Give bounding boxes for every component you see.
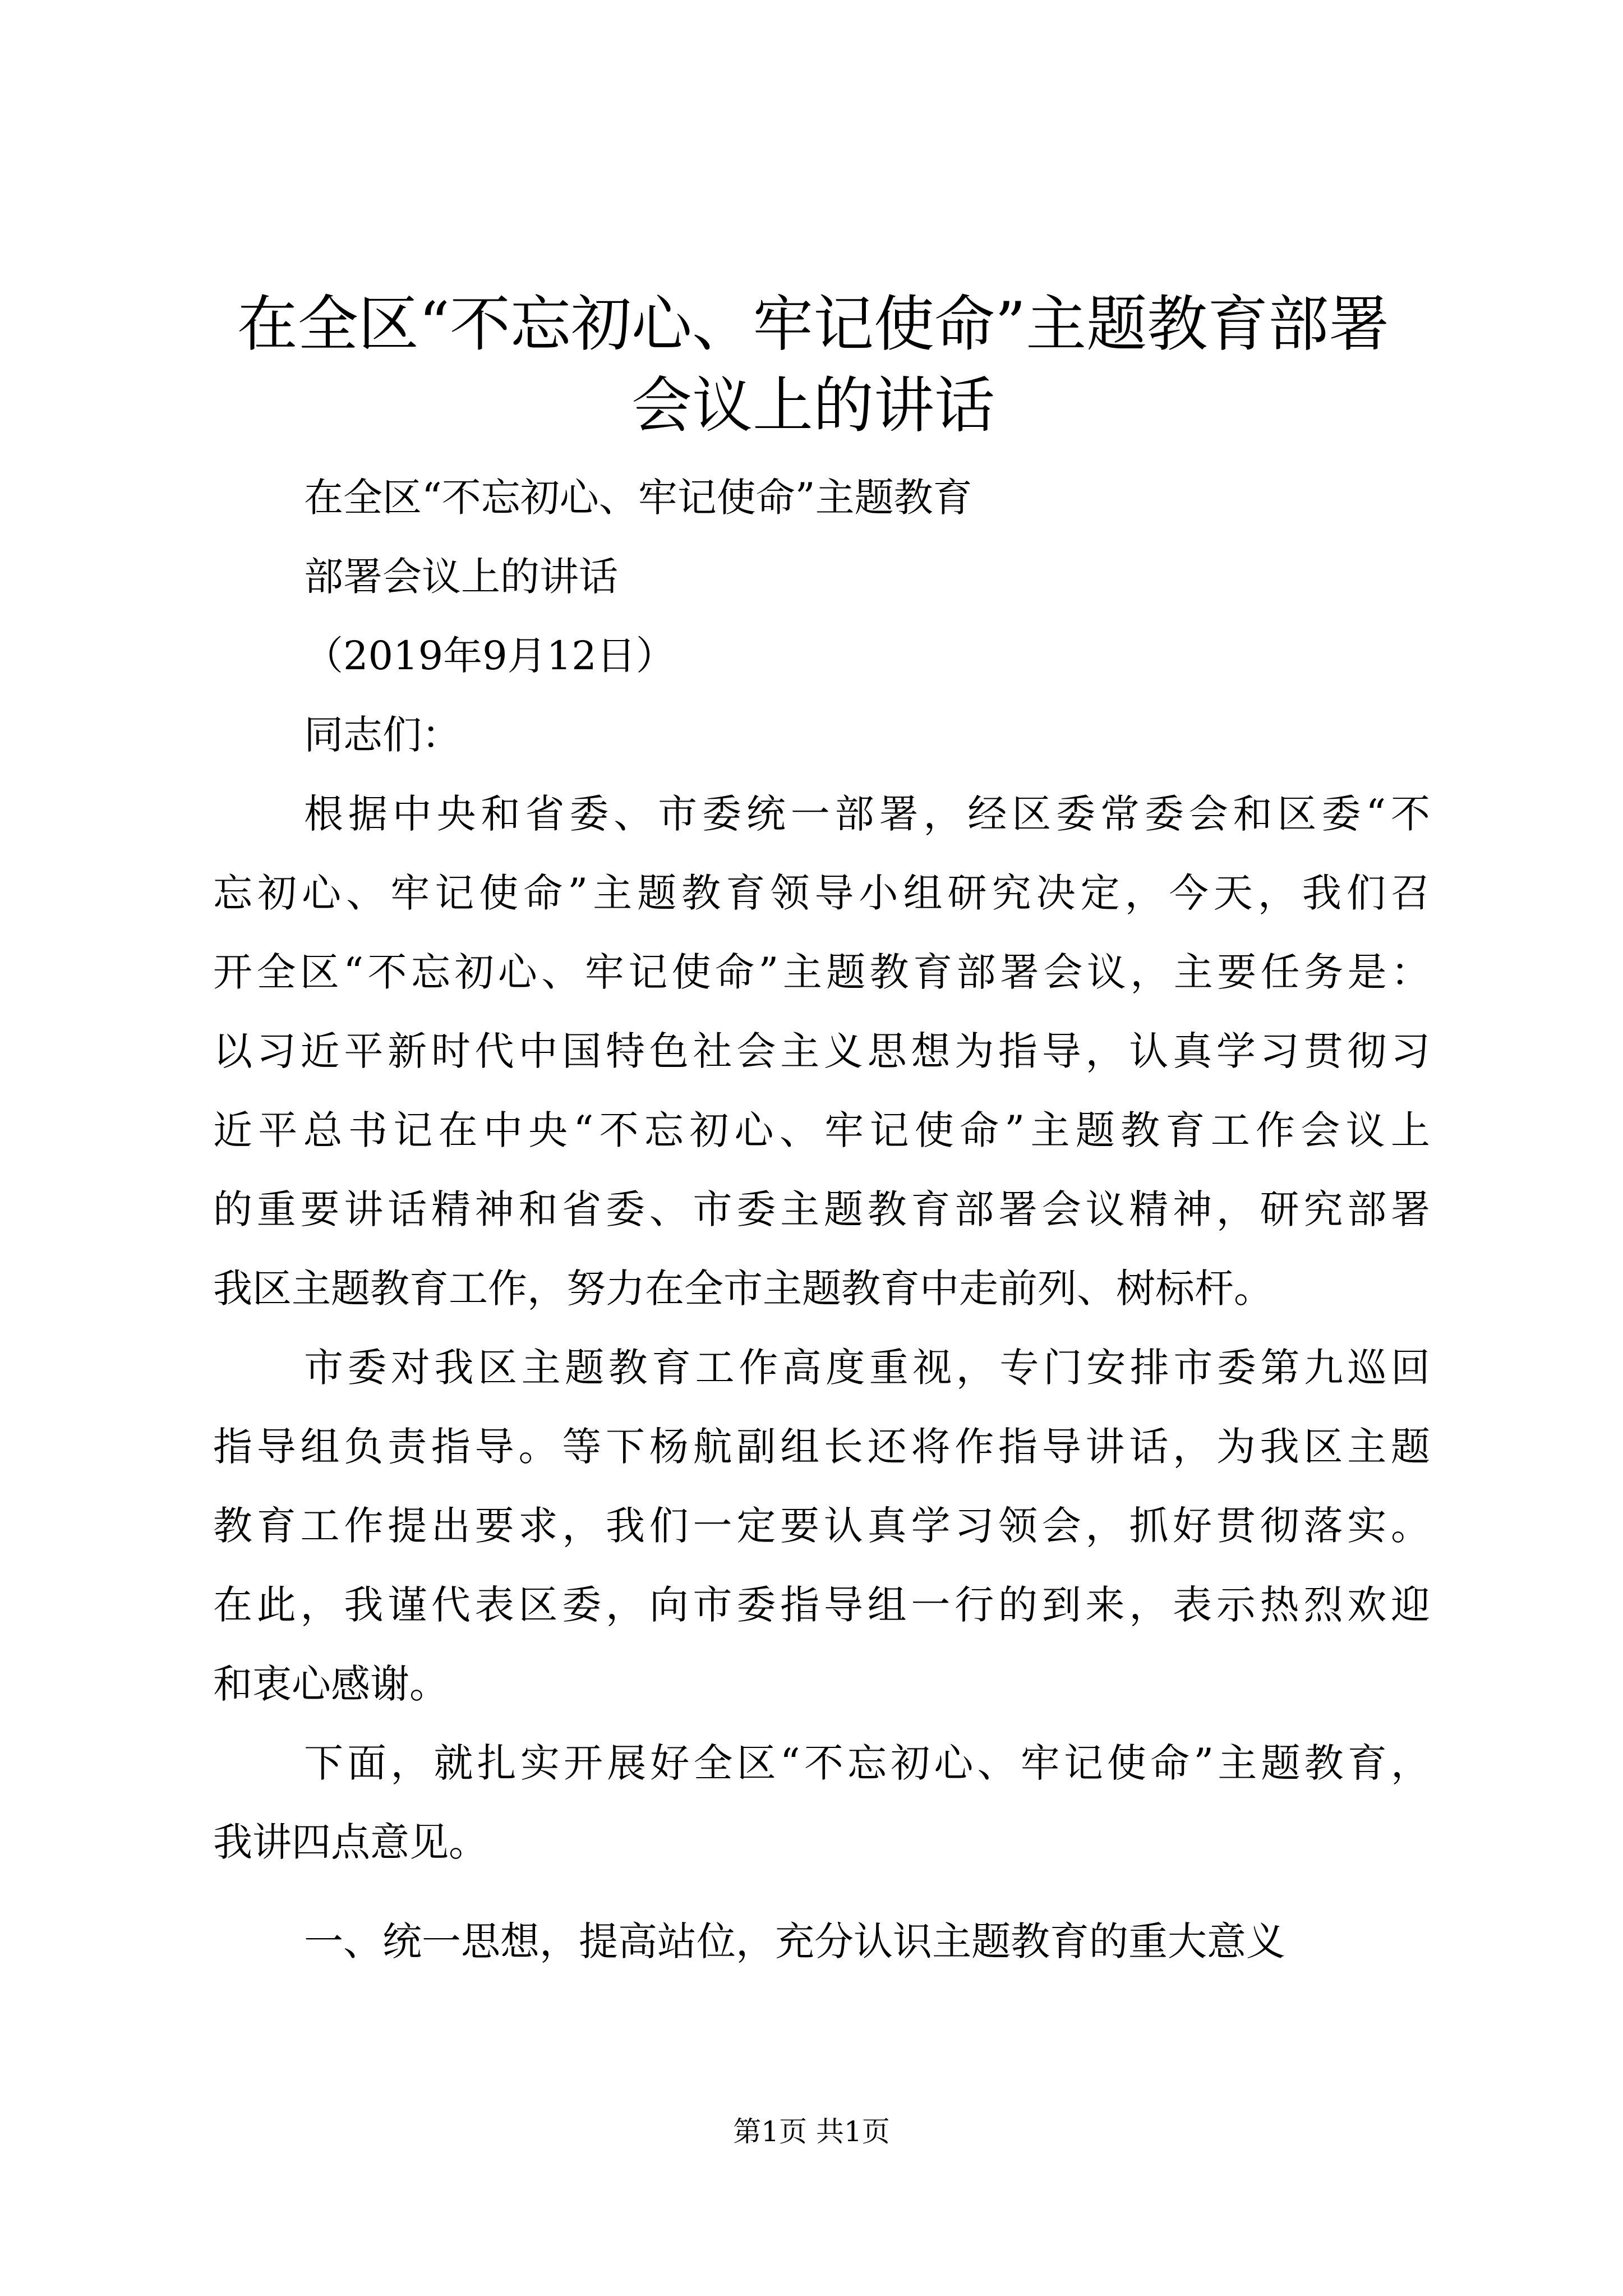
paragraph-2-line-3: 教育工作提出要求，我们一定要认真学习领会，抓好贯彻落实。	[213, 1503, 1430, 1549]
paragraph-1-line-1: 根据中央和省委、市委统一部署，经区委常委会和区委“不	[304, 791, 1430, 837]
document-title-line-1: 在全区“不忘初心、牢记使命”主题教育部署	[237, 289, 1390, 360]
subtitle-line-2: 部署会议上的讲话	[304, 554, 618, 600]
paragraph-2-line-2: 指导组负责指导。等下杨航副组长还将作指导讲话，为我区主题	[213, 1424, 1430, 1470]
page-footer: 第1页 共1页	[733, 2115, 890, 2148]
paragraph-1-line-4: 以习近平新时代中国特色社会主义思想为指导，认真学习贯彻习	[213, 1028, 1430, 1074]
paragraph-1-line-2: 忘初心、牢记使命”主题教育领导小组研究决定，今天，我们召	[213, 870, 1430, 916]
document-title-line-2: 会议上的讲话	[631, 371, 995, 441]
paragraph-1-line-3: 开全区“不忘初心、牢记使命”主题教育部署会议，主要任务是：	[213, 949, 1430, 995]
paragraph-1-line-5: 近平总书记在中央“不忘初心、牢记使命”主题教育工作会议上	[213, 1107, 1430, 1153]
speech-date: （2019年9月12日）	[304, 633, 675, 679]
salutation: 同志们：	[304, 712, 461, 758]
paragraph-1-line-7: 我区主题教育工作，努力在全市主题教育中走前列、树标杆。	[213, 1266, 1273, 1312]
section-heading-1: 一、统一思想，提高站位，充分认识主题教育的重大意义	[304, 1918, 1285, 1964]
paragraph-2-line-1: 市委对我区主题教育工作高度重视，专门安排市委第九巡回	[304, 1345, 1430, 1391]
paragraph-3-line-1: 下面，就扎实开展好全区“不忘初心、牢记使命”主题教育，	[304, 1740, 1430, 1786]
subtitle-line-1: 在全区“不忘初心、牢记使命”主题教育	[304, 475, 972, 521]
paragraph-3-line-2: 我讲四点意见。	[213, 1819, 488, 1865]
paragraph-1-line-6: 的重要讲话精神和省委、市委主题教育部署会议精神，研究部署	[213, 1186, 1430, 1232]
paragraph-2-line-5: 和衷心感谢。	[213, 1661, 449, 1707]
paragraph-2-line-4: 在此，我谨代表区委，向市委指导组一行的到来，表示热烈欢迎	[213, 1582, 1430, 1628]
